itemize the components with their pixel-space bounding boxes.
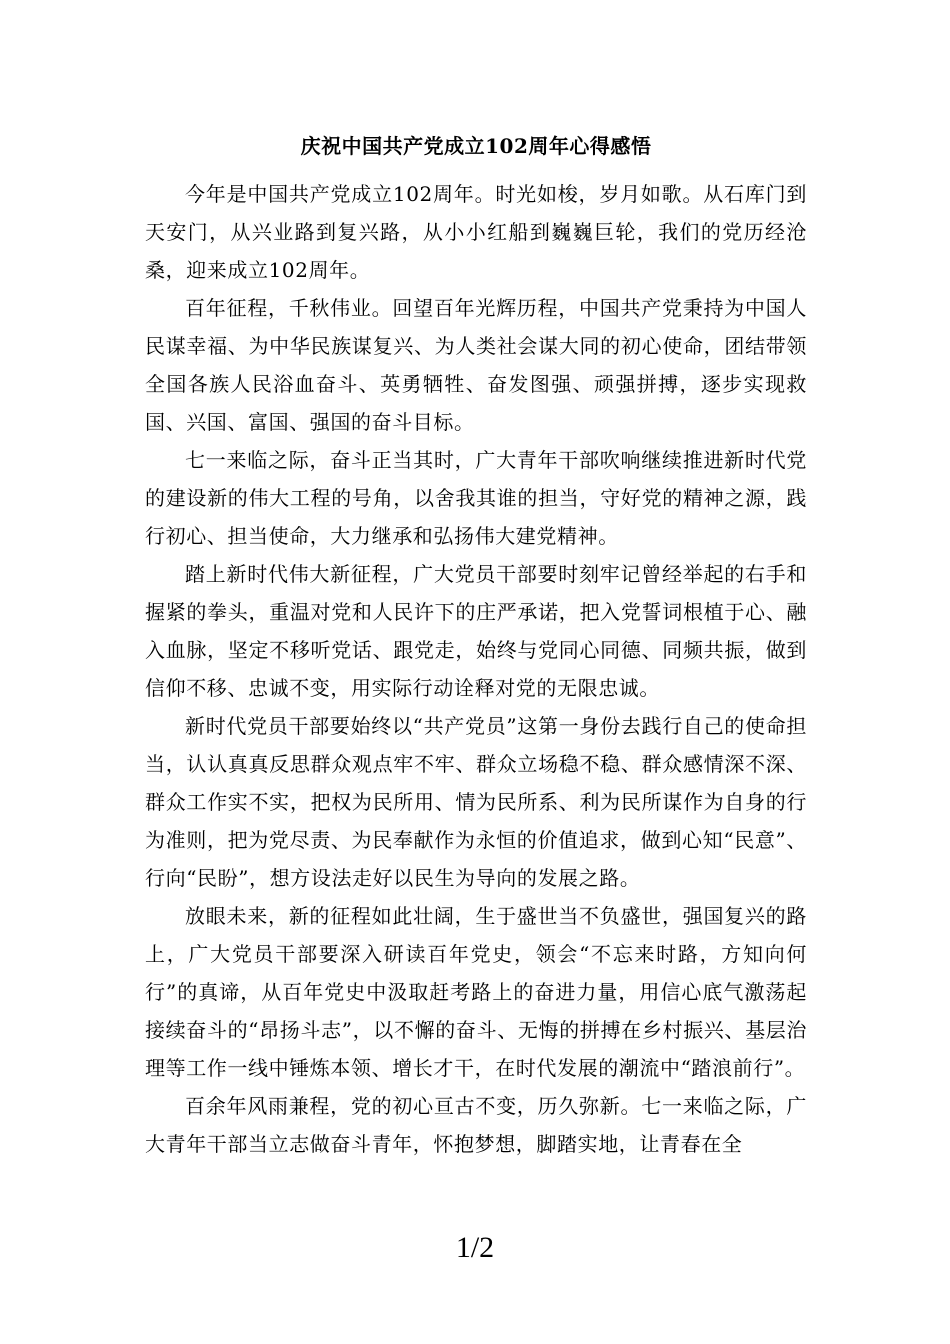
document-page xyxy=(145,130,807,1163)
paragraph-7: 百余年风雨兼程，党的初心亘古不变，历久弥新。七一来临之际，广大青年干部当立志做奋斗青年，怀抱梦想，脚踏实地，让青春在全 xyxy=(145,1094,807,1156)
paragraph-6: 放眼未来，新的征程如此壮阔，生于盛世当不负盛世，强国复兴的路上，广大党员干部要深入研读百年党史，领会“不忘来时路，方知向何行”的真谛，从百年党史中汲取赶考路上的奋进力量，用信心底气激荡起接续奋斗的“昂扬斗志”，以不懈的奋斗、无悔的拼搏在乡村振兴、基层治理等工作一线中锤炼本领、增长才干，在时代发展的潮流中“踏浪前行”。 xyxy=(145,904,807,1080)
paragraph-2: 百年征程，千秋伟业。回望百年光辉历程，中国共产党秉持为中国人民谋幸福、为中华民族谋复兴、为人类社会谋大同的初心使命，团结带领全国各族人民浴血奋斗、英勇牺牲、奋发图强、顽强拼搏，逐步实现救国、兴国、富国、强国的奋斗目标。 xyxy=(145,296,807,434)
document-title: 庆祝中国共产党成立102周年心得感悟 xyxy=(300,134,652,158)
paragraph-1: 今年是中国共产党成立102周年。时光如梭，岁月如歌。从石库门到天安门，从兴业路到复兴路，从小小红船到巍巍巨轮，我们的党历经沧桑，迎来成立102周年。 xyxy=(145,182,807,282)
paragraph-5: 新时代党员干部要始终以“共产党员”这第一身份去践行自己的使命担当，认认真真反思群众观点牢不牢、群众立场稳不稳、群众感情深不深、群众工作实不实，把权为民所用、情为民所系、利为民所谋作为自身的行为准则，把为党尽责、为民奉献作为永恒的价值追求，做到心知“民意”、行向“民盼”，想方设法走好以民生为导向的发展之路。 xyxy=(145,714,807,890)
page-number: 1/2 xyxy=(455,1231,495,1264)
paragraph-3: 七一来临之际，奋斗正当其时，广大青年干部吹响继续推进新时代党的建设新的伟大工程的号角，以舍我其谁的担当，守好党的精神之源，践行初心、担当使命，大力继承和弘扬伟大建党精神。 xyxy=(145,448,807,548)
paragraph-4: 踏上新时代伟大新征程，广大党员干部要时刻牢记曾经举起的右手和握紧的拳头，重温对党和人民许下的庄严承诺，把入党誓词根植于心、融入血脉，坚定不移听党话、跟党走，始终与党同心同德、同频共振，做到信仰不移、忠诚不变，用实际行动诠释对党的无限忠诚。 xyxy=(145,562,807,700)
